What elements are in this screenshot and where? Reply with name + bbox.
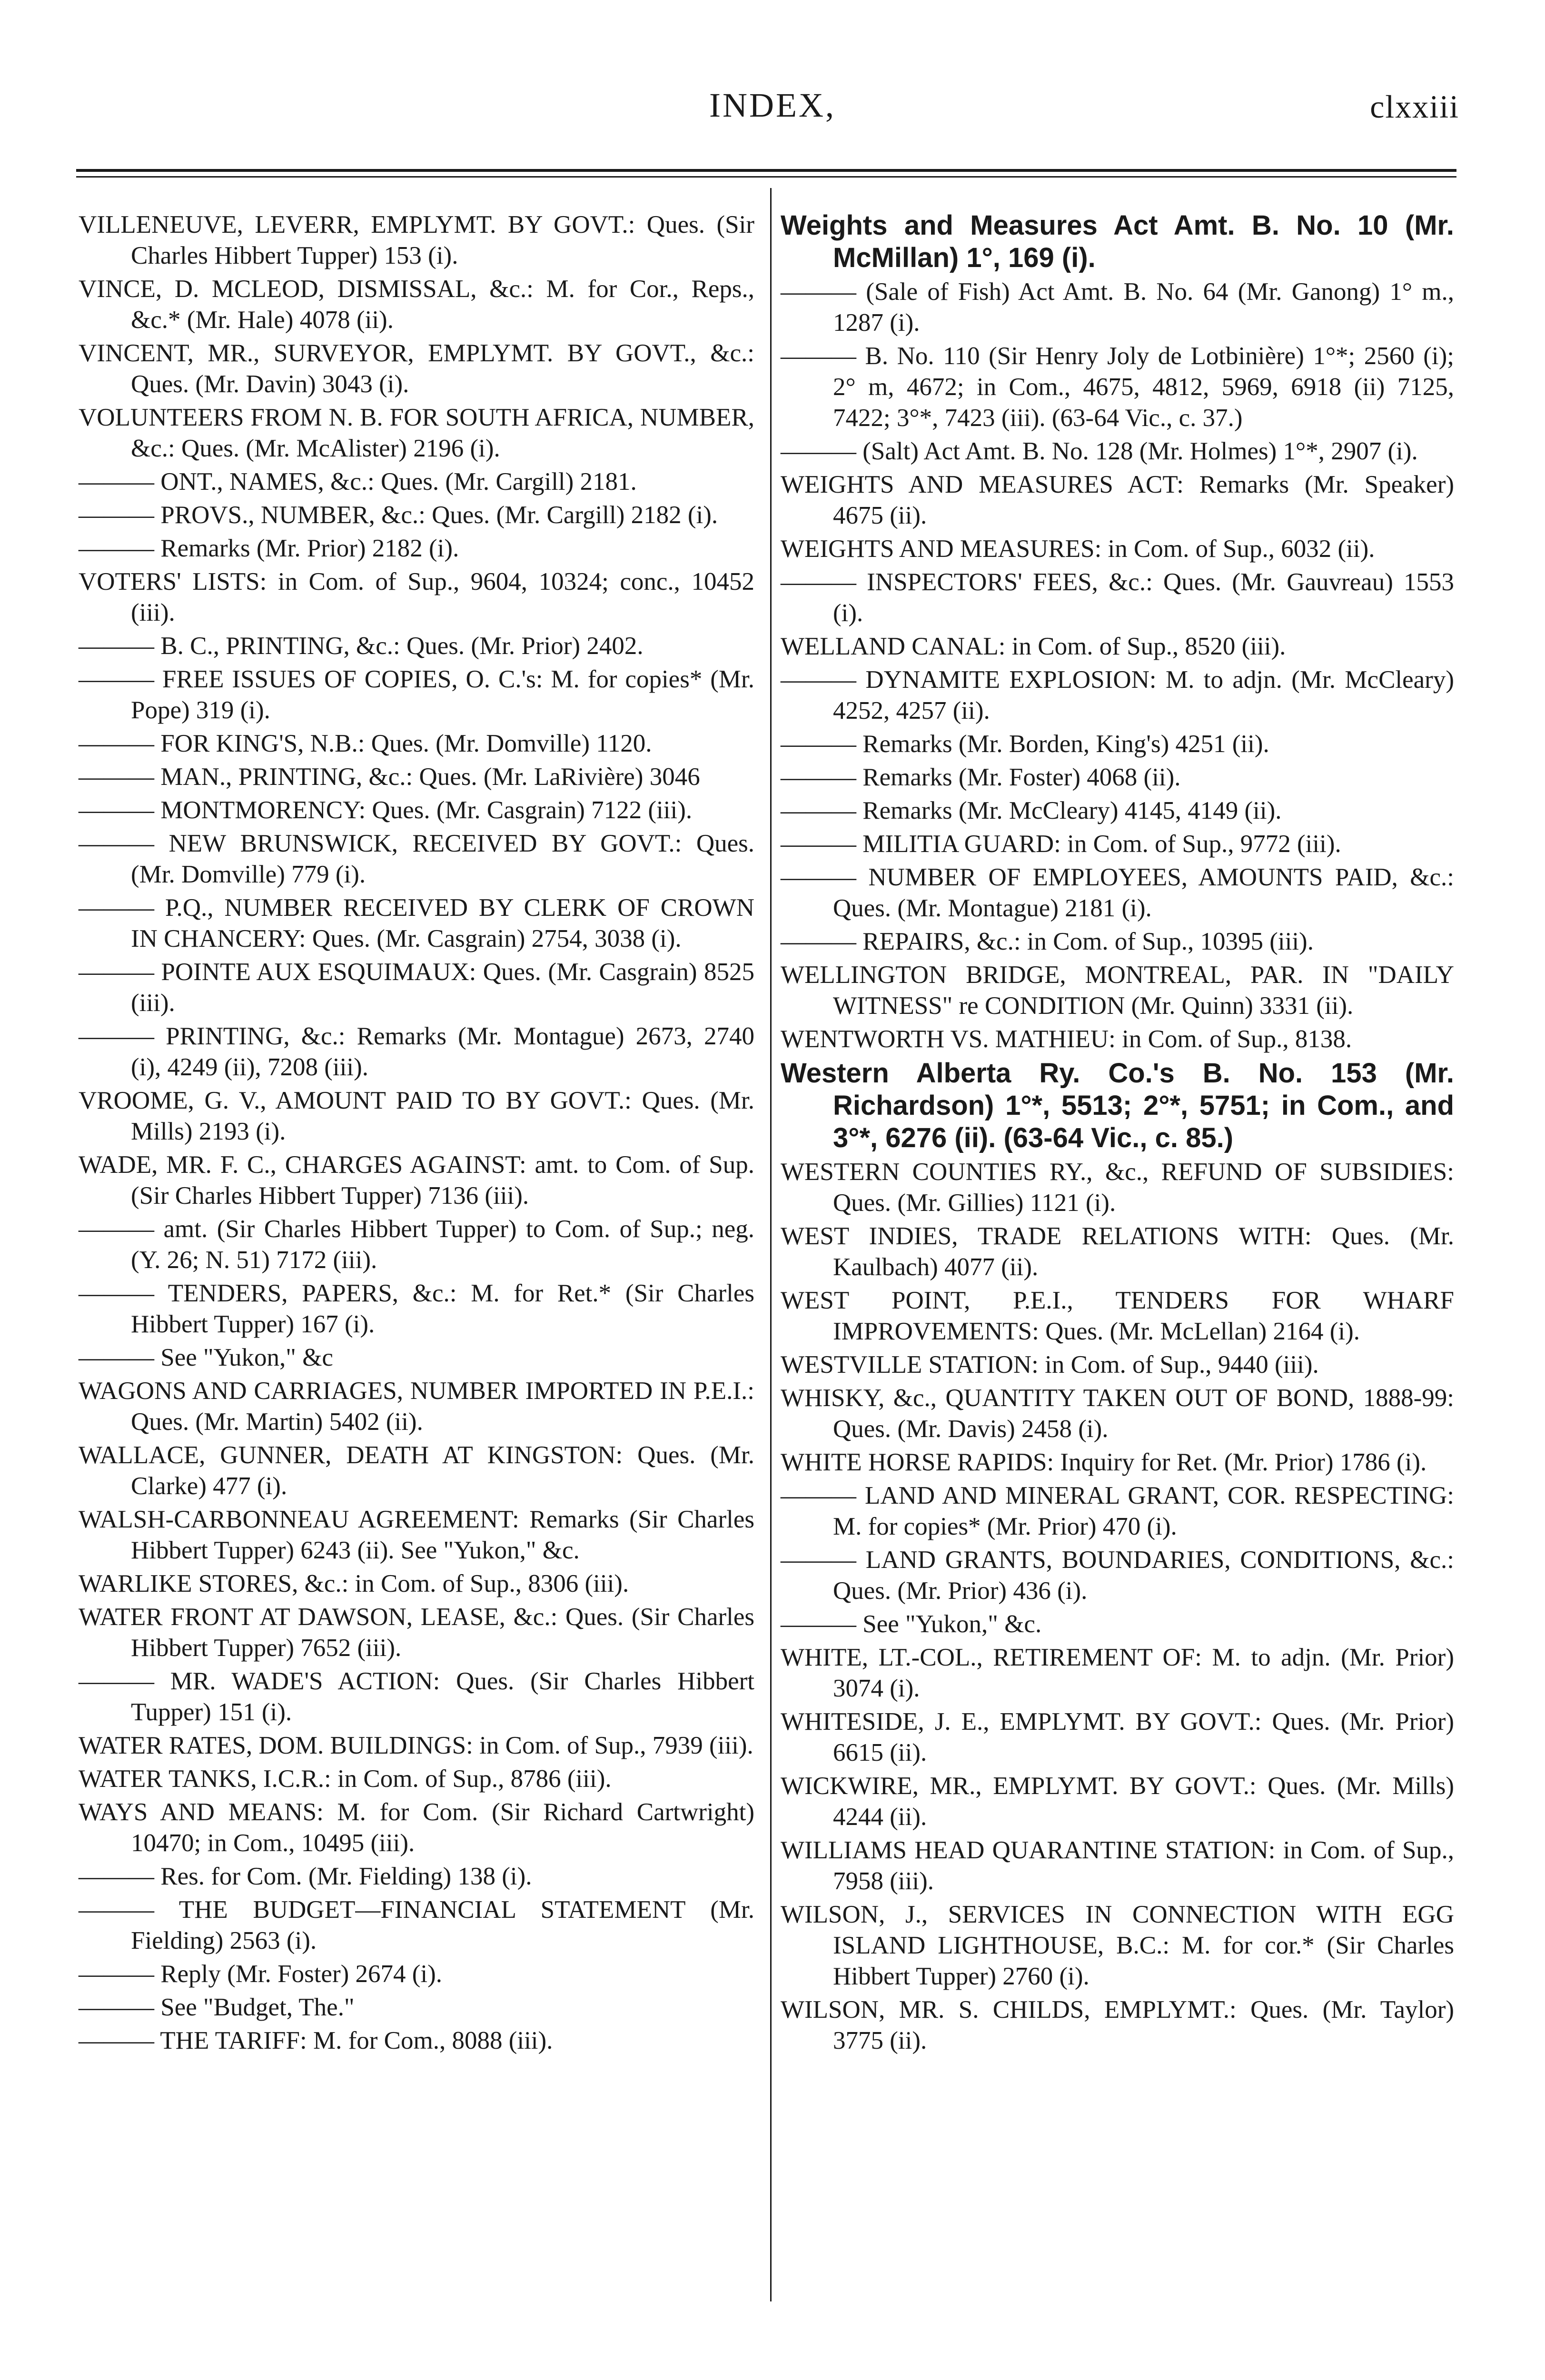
page-title: INDEX, (709, 86, 836, 124)
index-entry: WALSH-CARBONNEAU AGREEMENT: Remarks (Sir Charles Hibbert Tupper) 6243 (ii). See "Yukon," &c. (79, 1506, 754, 1564)
index-subentry: ——— LAND AND MINERAL GRANT, COR. RESPECTING: M. for copies* (Mr. Prior) 470 (i). (781, 1482, 1454, 1540)
index-subentry: ——— (Salt) Act Amt. B. No. 128 (Mr. Holmes) 1°*, 2907 (i). (781, 437, 1418, 465)
index-subentry: ——— Remarks (Mr. McCleary) 4145, 4149 (ii). (781, 797, 1282, 824)
index-entry: VINCE, D. MCLEOD, DISMISSAL, &c.: M. for Cor., Reps., &c.* (Mr. Hale) 4078 (ii). (79, 275, 754, 334)
index-entry: WATER TANKS, I.C.R.: in Com. of Sup., 8786 (iii). (79, 1765, 612, 1793)
index-subentry: ——— Res. for Com. (Mr. Fielding) 138 (i). (79, 1863, 532, 1890)
index-subentry: ——— REPAIRS, &c.: in Com. of Sup., 10395 (iii). (781, 928, 1314, 955)
header-rule (76, 169, 1456, 172)
index-entry: WILSON, MR. S. CHILDS, EMPLYMT.: Ques. (Mr. Taylor) 3775 (ii). (781, 1996, 1454, 2054)
index-subentry: ——— PRINTING, &c.: Remarks (Mr. Montague) 2673, 2740 (i), 4249 (ii), 7208 (iii). (79, 1022, 754, 1081)
column-divider (770, 188, 772, 2301)
index-entry: WEST POINT, P.E.I., TENDERS FOR WHARF IMPROVEMENTS: Ques. (Mr. McLellan) 2164 (i). (781, 1287, 1454, 1345)
index-entry: WELLINGTON BRIDGE, MONTREAL, PAR. IN "DAILY WITNESS" re CONDITION (Mr. Quinn) 3331 (ii). (781, 961, 1454, 1020)
index-entry: VINCENT, MR., SURVEYOR, EMPLYMT. BY GOVT., &c.: Ques. (Mr. Davin) 3043 (i). (79, 339, 754, 398)
index-subentry: ——— Remarks (Mr. Borden, King's) 4251 (ii). (781, 730, 1269, 758)
index-subentry: ——— FOR KING'S, N.B.: Ques. (Mr. Domville) 1120. (79, 730, 652, 757)
index-entry: VILLENEUVE, LEVERR, EMPLYMT. BY GOVT.: Ques. (Sir Charles Hibbert Tupper) 153 (i). (79, 211, 754, 269)
index-subentry: ——— MR. WADE'S ACTION: Ques. (Sir Charles Hibbert Tupper) 151 (i). (79, 1667, 754, 1726)
index-subentry: ——— MILITIA GUARD: in Com. of Sup., 9772 (iii). (781, 830, 1341, 858)
index-subentry: ——— See "Yukon," &c. (781, 1610, 1042, 1638)
index-entry: WAYS AND MEANS: M. for Com. (Sir Richard Cartwright) 10470; in Com., 10495 (iii). (79, 1798, 754, 1857)
index-entry: WHITE HORSE RAPIDS: Inquiry for Ret. (Mr. Prior) 1786 (i). (781, 1448, 1427, 1476)
index-subentry: ——— MAN., PRINTING, &c.: Ques. (Mr. LaRivière) 3046 (79, 763, 700, 791)
index-subentry: ——— FREE ISSUES OF COPIES, O. C.'s: M. for copies* (Mr. Pope) 319 (i). (79, 665, 754, 724)
index-subentry: ——— B. C., PRINTING, &c.: Ques. (Mr. Prior) 2402. (79, 632, 644, 660)
index-subentry: ——— NEW BRUNSWICK, RECEIVED BY GOVT.: Ques. (Mr. Domville) 779 (i). (79, 830, 754, 888)
index-subentry: ——— MONTMORENCY: Ques. (Mr. Casgrain) 7122 (iii). (79, 796, 693, 824)
page-number: clxxiii (1370, 89, 1459, 125)
index-subentry: ——— NUMBER OF EMPLOYEES, AMOUNTS PAID, &c.: Ques. (Mr. Montague) 2181 (i). (781, 863, 1454, 922)
index-entry: WELLAND CANAL: in Com. of Sup., 8520 (iii). (781, 633, 1286, 660)
index-entry: WESTVILLE STATION: in Com. of Sup., 9440 (iii). (781, 1351, 1319, 1378)
index-subentry: ——— Remarks (Mr. Foster) 4068 (ii). (781, 764, 1181, 791)
index-subentry: ——— amt. (Sir Charles Hibbert Tupper) to Com. of Sup.; neg. (Y. 26; N. 51) 7172 (iii). (79, 1215, 754, 1274)
index-entry: WARLIKE STORES, &c.: in Com. of Sup., 8306 (iii). (79, 1570, 629, 1597)
bill-entry: Weights and Measures Act Amt. B. No. 10 (Mr. McMillan) 1°, 169 (i). (781, 210, 1454, 273)
index-subentry: ——— ONT., NAMES, &c.: Ques. (Mr. Cargill) 2181. (79, 468, 637, 496)
index-entry: WHITE, LT.-COL., RETIREMENT OF: M. to adjn. (Mr. Prior) 3074 (i). (781, 1644, 1454, 1702)
index-entry: WALLACE, GUNNER, DEATH AT KINGSTON: Ques. (Mr. Clarke) 477 (i). (79, 1441, 754, 1500)
index-entry: WICKWIRE, MR., EMPLYMT. BY GOVT.: Ques. (Mr. Mills) 4244 (ii). (781, 1772, 1454, 1831)
right-column (781, 209, 1454, 2059)
index-subentry: ——— THE BUDGET—FINANCIAL STATEMENT (Mr. Fielding) 2563 (i). (79, 1896, 754, 1954)
index-entry: WEST INDIES, TRADE RELATIONS WITH: Ques. (Mr. Kaulbach) 4077 (ii). (781, 1222, 1454, 1281)
index-subentry: ——— LAND GRANTS, BOUNDARIES, CONDITIONS, &c.: Ques. (Mr. Prior) 436 (i). (781, 1546, 1454, 1605)
index-subentry: ——— Reply (Mr. Foster) 2674 (i). (79, 1960, 443, 1988)
index-subentry: ——— THE TARIFF: M. for Com., 8088 (iii). (79, 2027, 553, 2054)
index-entry: WHISKY, &c., QUANTITY TAKEN OUT OF BOND, 1888-99: Ques. (Mr. Davis) 2458 (i). (781, 1384, 1454, 1443)
index-subentry: ——— DYNAMITE EXPLOSION: M. to adjn. (Mr. McCleary) 4252, 4257 (ii). (781, 666, 1454, 724)
index-entry: WEIGHTS AND MEASURES: in Com. of Sup., 6032 (ii). (781, 535, 1375, 563)
index-entry: WENTWORTH VS. MATHIEU: in Com. of Sup., 8138. (781, 1025, 1352, 1053)
index-entry: WILSON, J., SERVICES IN CONNECTION WITH EGG ISLAND LIGHTHOUSE, B.C.: M. for cor.* (Sir Charles Hibbert Tupper) 2760 (i). (781, 1901, 1454, 1990)
index-subentry: ——— See "Yukon," &c (79, 1344, 333, 1371)
index-entry: VROOME, G. V., AMOUNT PAID TO BY GOVT.: Ques. (Mr. Mills) 2193 (i). (79, 1087, 754, 1145)
index-subentry: ——— P.Q., NUMBER RECEIVED BY CLERK OF CROWN IN CHANCERY: Ques. (Mr. Casgrain) 2754, 3038 (i). (79, 894, 754, 952)
index-subentry: ——— POINTE AUX ESQUIMAUX: Ques. (Mr. Casgrain) 8525 (iii). (79, 958, 754, 1017)
index-entry: WAGONS AND CARRIAGES, NUMBER IMPORTED IN P.E.I.: Ques. (Mr. Martin) 5402 (ii). (79, 1377, 754, 1436)
index-entry: WILLIAMS HEAD QUARANTINE STATION: in Com. of Sup., 7958 (iii). (781, 1836, 1454, 1895)
index-entry: VOTERS' LISTS: in Com. of Sup., 9604, 10324; conc., 10452 (iii). (79, 568, 754, 626)
index-entry: WATER FRONT AT DAWSON, LEASE, &c.: Ques. (Sir Charles Hibbert Tupper) 7652 (iii). (79, 1603, 754, 1662)
index-entry: WADE, MR. F. C., CHARGES AGAINST: amt. to Com. of Sup. (Sir Charles Hibbert Tupper) 7136 (iii). (79, 1151, 754, 1210)
index-subentry: ——— Remarks (Mr. Prior) 2182 (i). (79, 535, 459, 562)
index-subentry: ——— PROVS., NUMBER, &c.: Ques. (Mr. Cargill) 2182 (i). (79, 501, 718, 529)
bill-entry: Western Alberta Ry. Co.'s B. No. 153 (Mr. Richardson) 1°*, 5513; 2°*, 5751; in Com., and 3°*, 6276 (ii). (63-64 Vic., c. 85.) (781, 1058, 1454, 1153)
header-rule-thin (76, 176, 1456, 178)
index-entry: VOLUNTEERS FROM N. B. FOR SOUTH AFRICA, NUMBER, &c.: Ques. (Mr. McAlister) 2196 (i). (79, 404, 754, 462)
index-subentry: ——— (Sale of Fish) Act Amt. B. No. 64 (Mr. Ganong) 1° m., 1287 (i). (781, 278, 1454, 337)
index-entry: WATER RATES, DOM. BUILDINGS: in Com. of Sup., 7939 (iii). (79, 1732, 753, 1759)
index-entry: WEIGHTS AND MEASURES ACT: Remarks (Mr. Speaker) 4675 (ii). (781, 471, 1454, 529)
index-subentry: ——— TENDERS, PAPERS, &c.: M. for Ret.* (Sir Charles Hibbert Tupper) 167 (i). (79, 1279, 754, 1338)
index-entry: WHITESIDE, J. E., EMPLYMT. BY GOVT.: Ques. (Mr. Prior) 6615 (ii). (781, 1708, 1454, 1766)
left-column (79, 209, 754, 2059)
index-subentry: ——— See "Budget, The." (79, 1993, 355, 2021)
index-subentry: ——— INSPECTORS' FEES, &c.: Ques. (Mr. Gauvreau) 1553 (i). (781, 568, 1454, 627)
index-entry: WESTERN COUNTIES RY., &c., REFUND OF SUBSIDIES: Ques. (Mr. Gillies) 1121 (i). (781, 1158, 1454, 1217)
index-subentry: ——— B. No. 110 (Sir Henry Joly de Lotbinière) 1°*; 2560 (i); 2° m, 4672; in Com., 4675, 4812, 5969, 6918 (ii) 7125, 7422; 3°*, 7423 (iii). (63-64 Vic., c. 37.) (781, 342, 1454, 432)
